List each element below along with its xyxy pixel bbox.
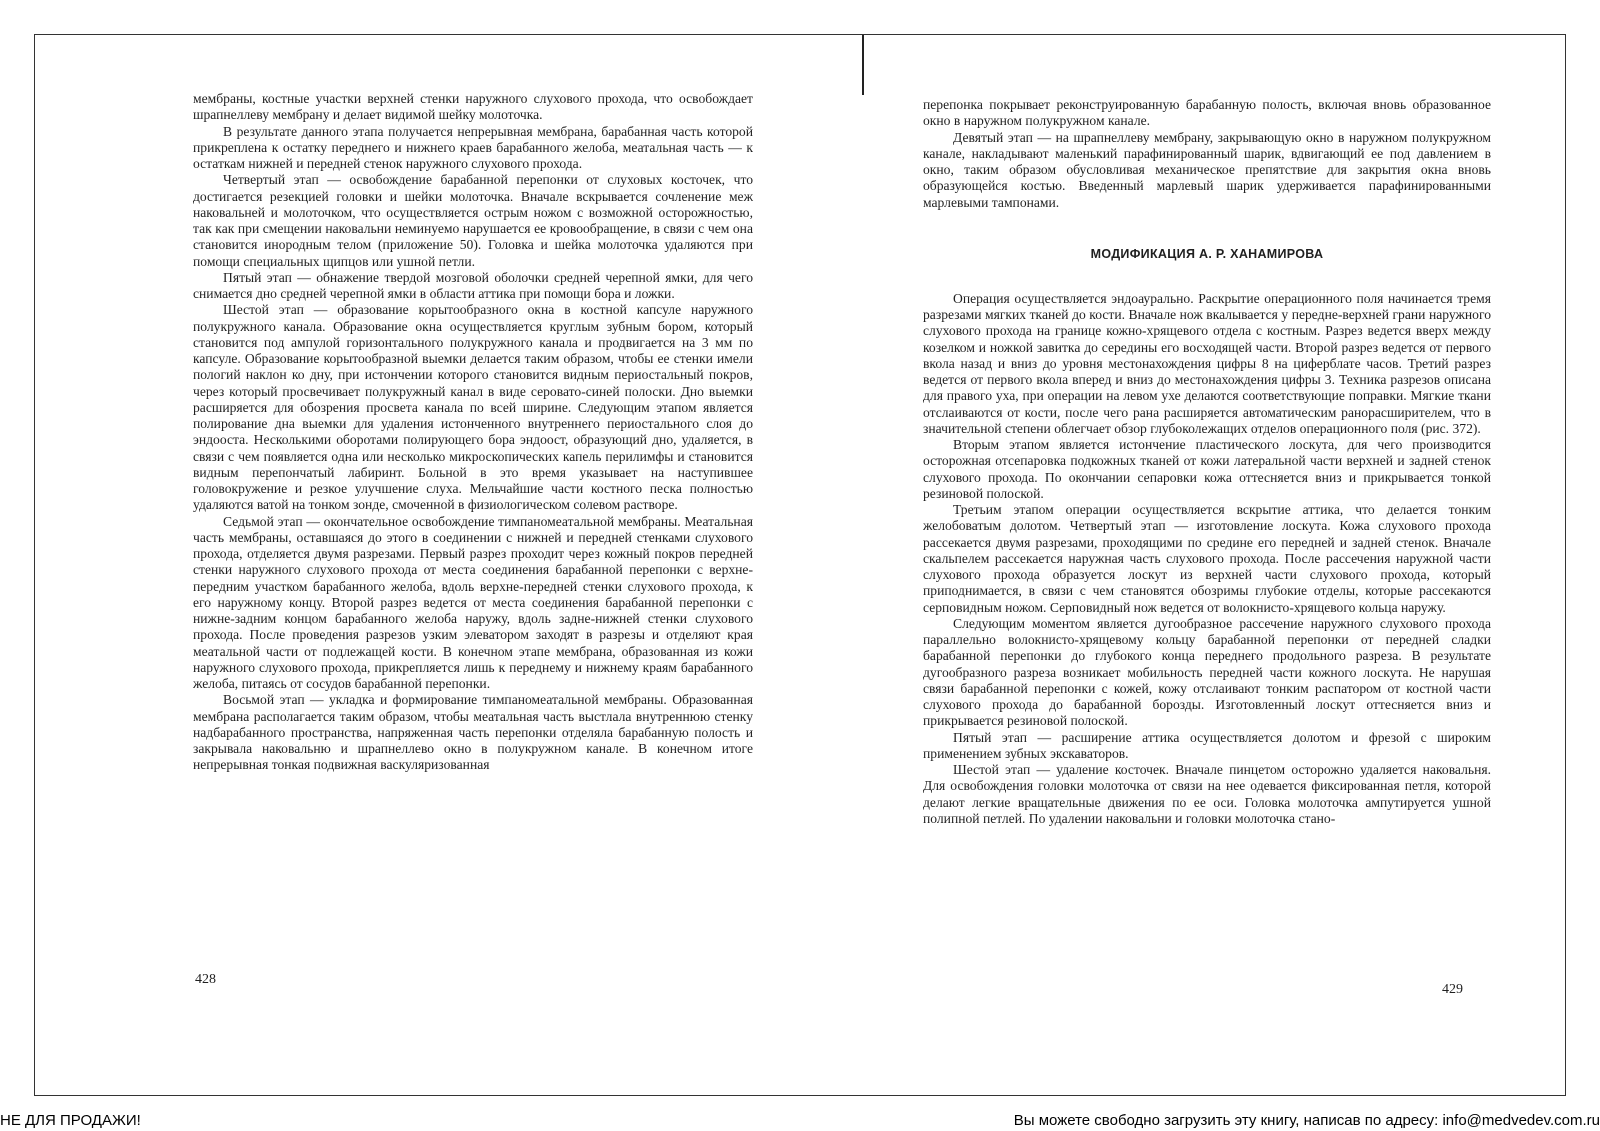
- page-number-left: 428: [195, 972, 216, 987]
- paragraph: Четвертый этап — освобождение барабанной перепонки от слуховых косточек, что достигается резекцией головки и шейки молоточка. Вначале вскрывается сочленение меж наковальней и молоточком, что осуществляется острым ножом с возможной осторожностью, так как при смещении наковальни неминуемо нарушается ее кровообращение, в связи с чем она становится инородным телом (приложение 50). Головка и шейка молоточка удаляются при помощи специальных щипцов или ушной петли.: [193, 172, 753, 269]
- paragraph: мембраны, костные участки верхней стенки наружного слухового прохода, что освобождает шрапнеллеву мембрану и делает видимой шейку молоточка.: [193, 91, 753, 123]
- paragraph: Шестой этап — образование корытообразного окна в костной капсуле наружного полукружного канала. Образование окна осуществляется круглым зубным бором, который становится под ампулой горизонтального полукружного канала и продвигается на 3 мм по капсуле. Образование корытообразной выемки делается таким образом, чтобы ее стенки имели пологий наклон ко дну, при истончении которого становится видным периостальный покров, через который просвечивает полукружный канал в виде серовато-синей полоски. Дно выемки расширяется для обозрения просвета канала по всей ширине. Следующим этапом является полирование дна выемки для удаления истонченного внутреннего периостального слоя до эндооста. Несколькими оборотами полирующего бора эндоост, образующий дно, удаляется, в связи с чем появляется одна или несколько микроскопических капель перилимфы и становится видным перепончатый лабиринт. Больной в это время указывает на наступившее головокружение и резкое улучшение слуха. Мельчайшие части костного песка полностью удаляются ватой на тонком зонде, смоченной в физиологическом солевом растворе.: [193, 302, 753, 513]
- paragraph: Пятый этап — расширение аттика осуществляется долотом и фрезой с широким применением зубных экскаваторов.: [923, 729, 1491, 761]
- book-spine: [862, 35, 864, 95]
- download-notice: Вы можете свободно загрузить эту книгу, написав по адресу: info@medvedev.com.ru: [1013, 1112, 1600, 1129]
- paragraph: Восьмой этап — укладка и формирование тимпаномеатальной мембраны. Образованная мембрана располагается таким образом, чтобы меатальная часть выстлала внутреннюю стенку надбарабанного пространства, напряженная часть перепонки отделяла барабанную полость и закрывала наковальню и шрапнеллево окно в полукружном канале. В конечном итоге непрерывная тонкая подвижная васкуляризованная: [193, 692, 753, 773]
- not-for-sale-notice: НЕ ДЛЯ ПРОДАЖИ!: [0, 1112, 141, 1129]
- paragraph: Вторым этапом является истончение пластического лоскута, для чего производится осторожная отсепаровка подкожных тканей от кожи латеральной части верхней и задней стенок слухового прохода. По окончании сепаровки кожа оттесняется вниз и прикрывается тонкой резиновой полоской.: [923, 437, 1491, 501]
- paragraph: Седьмой этап — окончательное освобождение тимпаномеатальной мембраны. Меатальная часть мембраны, оставшаяся до этого в соединении с нижней и передней стенками слухового прохода, отделяется двумя разрезами. Первый разрез проходит через кожный покров передней стенки наружного слухового прохода от места соединения барабанной перепонки с верхне-передним участком барабанного желоба, вдоль верхне-передней стенки слухового прохода, к его наружному концу. Второй разрез ведется от места соединения барабанной перепонки с нижне-задним концом барабанного желоба наружу, вдоль задне-нижней стенки слухового прохода. После проведения разрезов узким элеватором заходят в разрезы и отделяют края меатальной части от подлежащей кости. В конечном этапе мембрана, образованная из кожи наружного слухового прохода, прикрепляется лишь к переднему и нижнему краям барабанного желоба, питаясь от сосудов барабанной перепонки.: [193, 513, 753, 691]
- paragraph: Девятый этап — на шрапнеллеву мембрану, закрывающую окно в наружном полукружном канале, накладывают маленький парафинированный шарик, вдвигающий ее под давлением в окно, таким образом обусловливая механическое препятствие для закрытия окна вновь образующейся костью. Введенный марлевый шарик удерживается парафинированными марлевыми тампонами.: [923, 129, 1491, 210]
- paragraph: Следующим моментом является дугообразное рассечение наружного слухового прохода параллельно волокнисто-хрящевому кольцу барабанной перепонки от передней сладки барабанной перепонки до глубокого конца переднего продольного разреза. В результате дугообразного разреза возникает мобильность передней части кожного лоскута. Не нарушая связи барабанной перепонки с кожей, кожу отслаивают тонким распатором от костной части слухового прохода до барабанной борозды. Изготовленный лоскут оттесняется вниз и прикрывается резиновой полоской.: [923, 615, 1491, 729]
- section-heading: МОДИФИКАЦИЯ А. Р. ХАНАМИРОВА: [1090, 246, 1324, 261]
- paragraph: Третьим этапом операции осуществляется вскрытие аттика, что делается тонким желобоватым долотом. Четвертый этап — изготовление лоскута. Кожа слухового прохода рассекается двумя разрезами, проходящими по средине его передней и задней стенок. Вначале скальпелем рассекается наружная часть слухового прохода. После рассечения наружной части слухового прохода образуется лоскут из верхней части слухового прохода, который приподнимается, в связи с чем становятся обозримы глубокие отделы, которые рассекаются серповидным ножом. Серповидный нож ведется от волокнисто-хрящевого кольца наружу.: [923, 502, 1491, 615]
- paragraph: Операция осуществляется эндоаурально. Раскрытие операционного поля начинается тремя разрезами мягких тканей до кости. Вначале нож вкалывается у передне-верхней грани наружного слухового прохода на границе кожно-хрящевого отдела с костным. Разрез ведется вверх между козелком и ножкой завитка до середины его восходящей части. Второй разрез ведется от первого вкола назад и вниз до уровня местонахождения цифры 8 на циферблате часов. Третий разрез ведется от первого вкола вперед и вниз до местонахождения цифры 3. Техника разрезов описана для правого уха, при операции на левом ухе делаются соответствующие поправки. Мягкие ткани отслаиваются от кости, после чего рана расширяется автоматическим ранорасширителем, что в значительной степени облегчает обзор глубоколежащих отделов операционного поля (рис. 372).: [923, 290, 1491, 436]
- footer-bar: [0, 1104, 1600, 1131]
- left-page: [193, 91, 753, 774]
- paragraph: Пятый этап — обнажение твердой мозговой оболочки средней черепной ямки, для чего снимается дно средней черепной ямки в области аттика при помощи бора и ложки.: [193, 269, 753, 301]
- paragraph: В результате данного этапа получается непрерывная мембрана, барабанная часть которой прикреплена к остатку переднего и нижнего краев барабанного желоба, меатальная часть — к остаткам нижней и передней стенок наружного слухового прохода.: [193, 123, 753, 171]
- paragraph: Шестой этап — удаление косточек. Вначале пинцетом осторожно удаляется наковальня. Для освобождения головки молоточка от связи на нее одевается фиксированная петля, которой делают легкие вращательные движения по ее оси. Головка молоточка ампутируется ушной полипной петлей. По удалении наковальни и головки молоточка стано-: [923, 762, 1491, 826]
- book-spread: [34, 34, 1566, 1096]
- page-number-right: 429: [1442, 982, 1463, 997]
- paragraph: перепонка покрывает реконструированную барабанную полость, включая вновь образованное окно в наружном полукружном канале.: [923, 97, 1491, 129]
- right-page: [923, 97, 1491, 827]
